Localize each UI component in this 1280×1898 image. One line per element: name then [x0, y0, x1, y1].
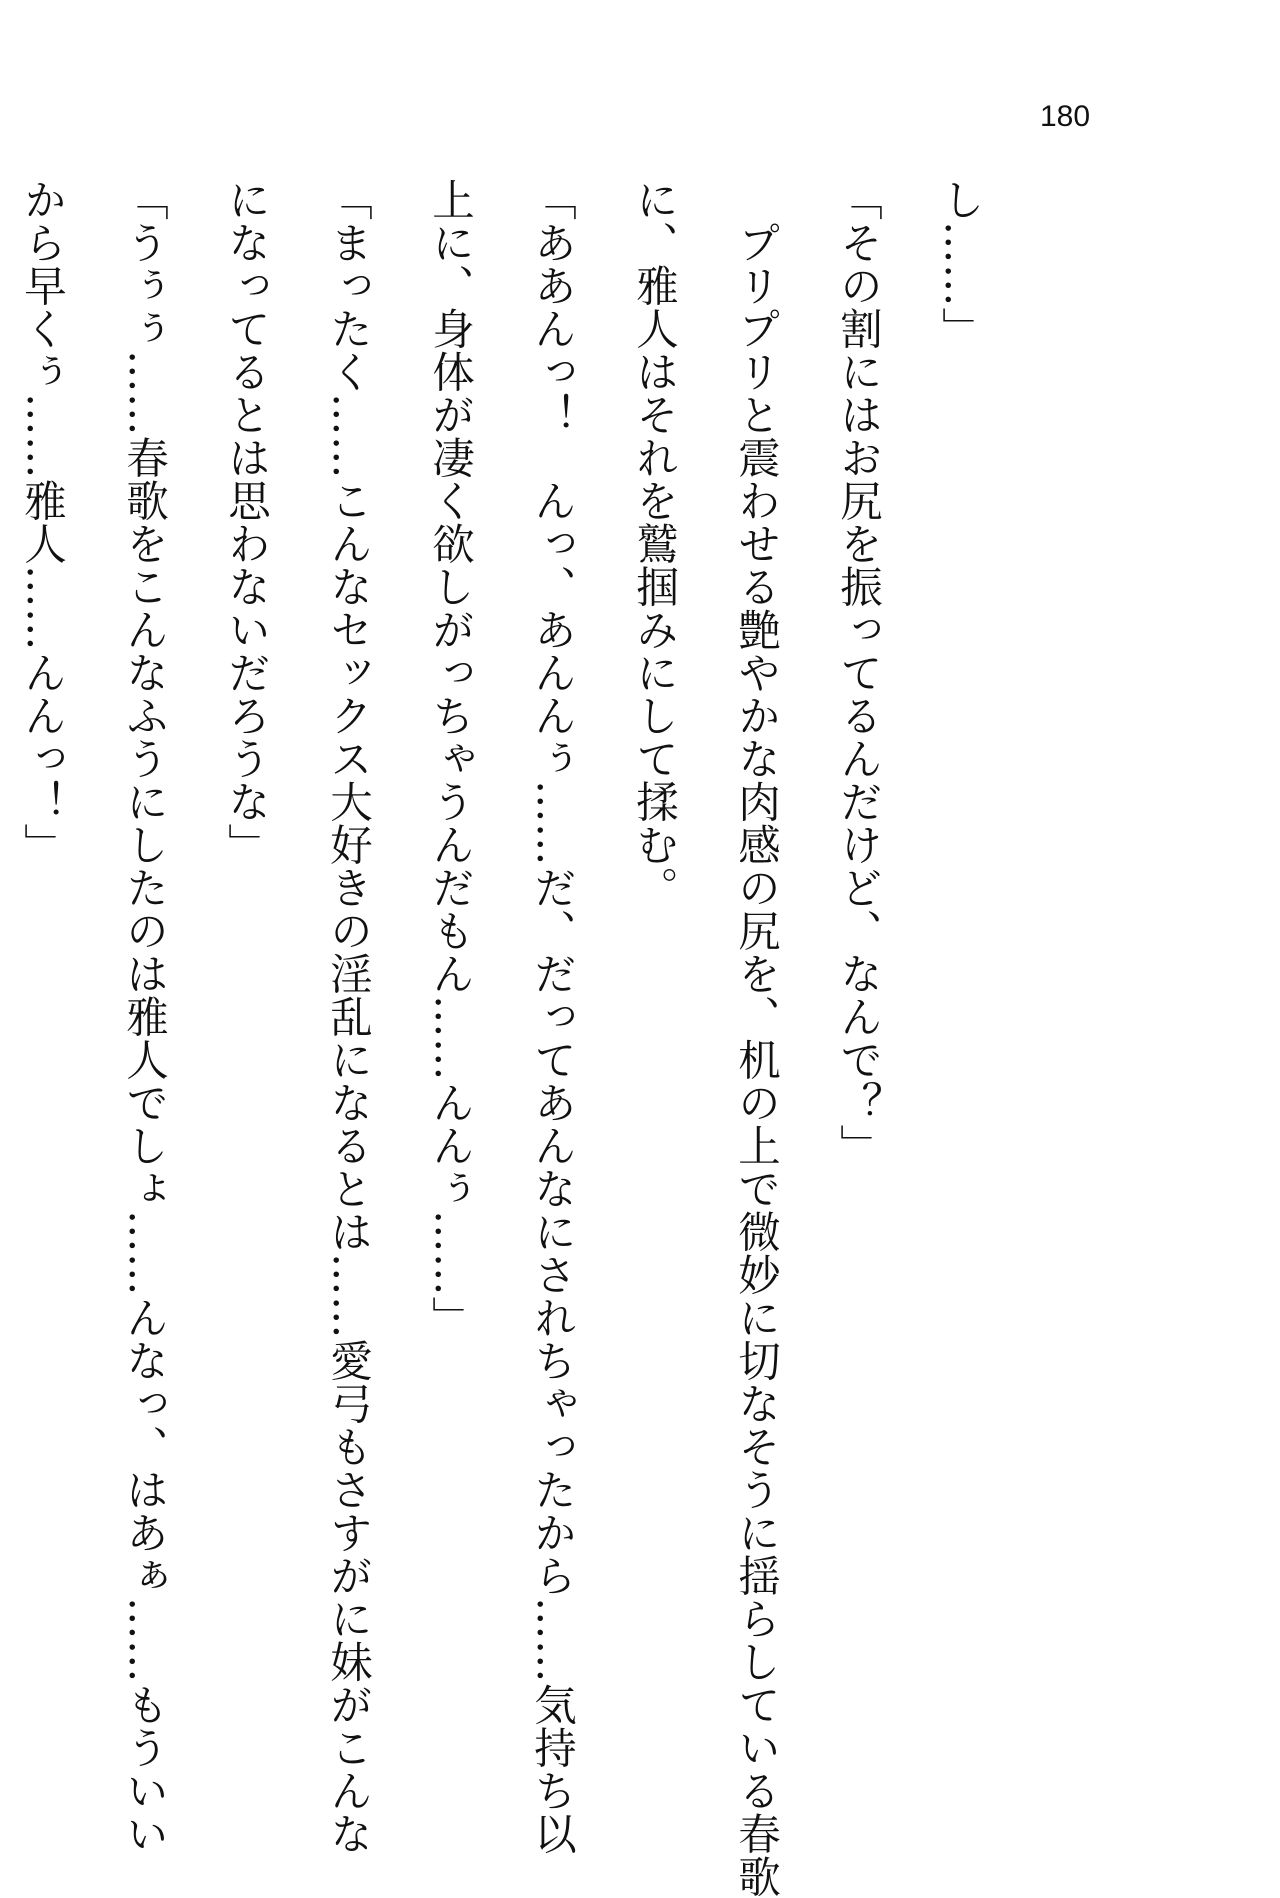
- text-line-5: 「ああんっ！ んっ、あんんぅ……だ、だってあんなにされちゃったから……気持ち以: [527, 178, 576, 1855]
- vertical-text-body: [0, 178, 1010, 1898]
- text-line-7: 「まったく……こんなセックス大好きの淫乱になるとは……愛弓もさすがに妹がこんな: [323, 178, 372, 1855]
- text-line-3: プリプリと震わせる艶やかな肉感の尻を、机の上で微妙に切なそうに揺らしている春歌: [731, 178, 780, 1898]
- text-line-1: し……」: [935, 178, 984, 350]
- text-line-2: 「その割にはお尻を振ってるんだけど、なんで？」: [833, 178, 882, 1167]
- text-line-4: に、雅人はそれを鷲掴みにして揉む。: [629, 178, 678, 909]
- text-line-8: になってるとは思わないだろうな」: [221, 178, 270, 866]
- text-line-9: 「うぅぅ……春歌をこんなふうにしたのは雅人でしょ……んなっ、はあぁ……もういい: [119, 178, 168, 1855]
- text-line-6: 上に、身体が凄く欲しがっちゃうんだもん……んんぅ……」: [425, 178, 474, 1339]
- text-line-10: から早くぅ……雅人……んんっ！」: [17, 178, 66, 866]
- page-number: 180: [1040, 100, 1091, 133]
